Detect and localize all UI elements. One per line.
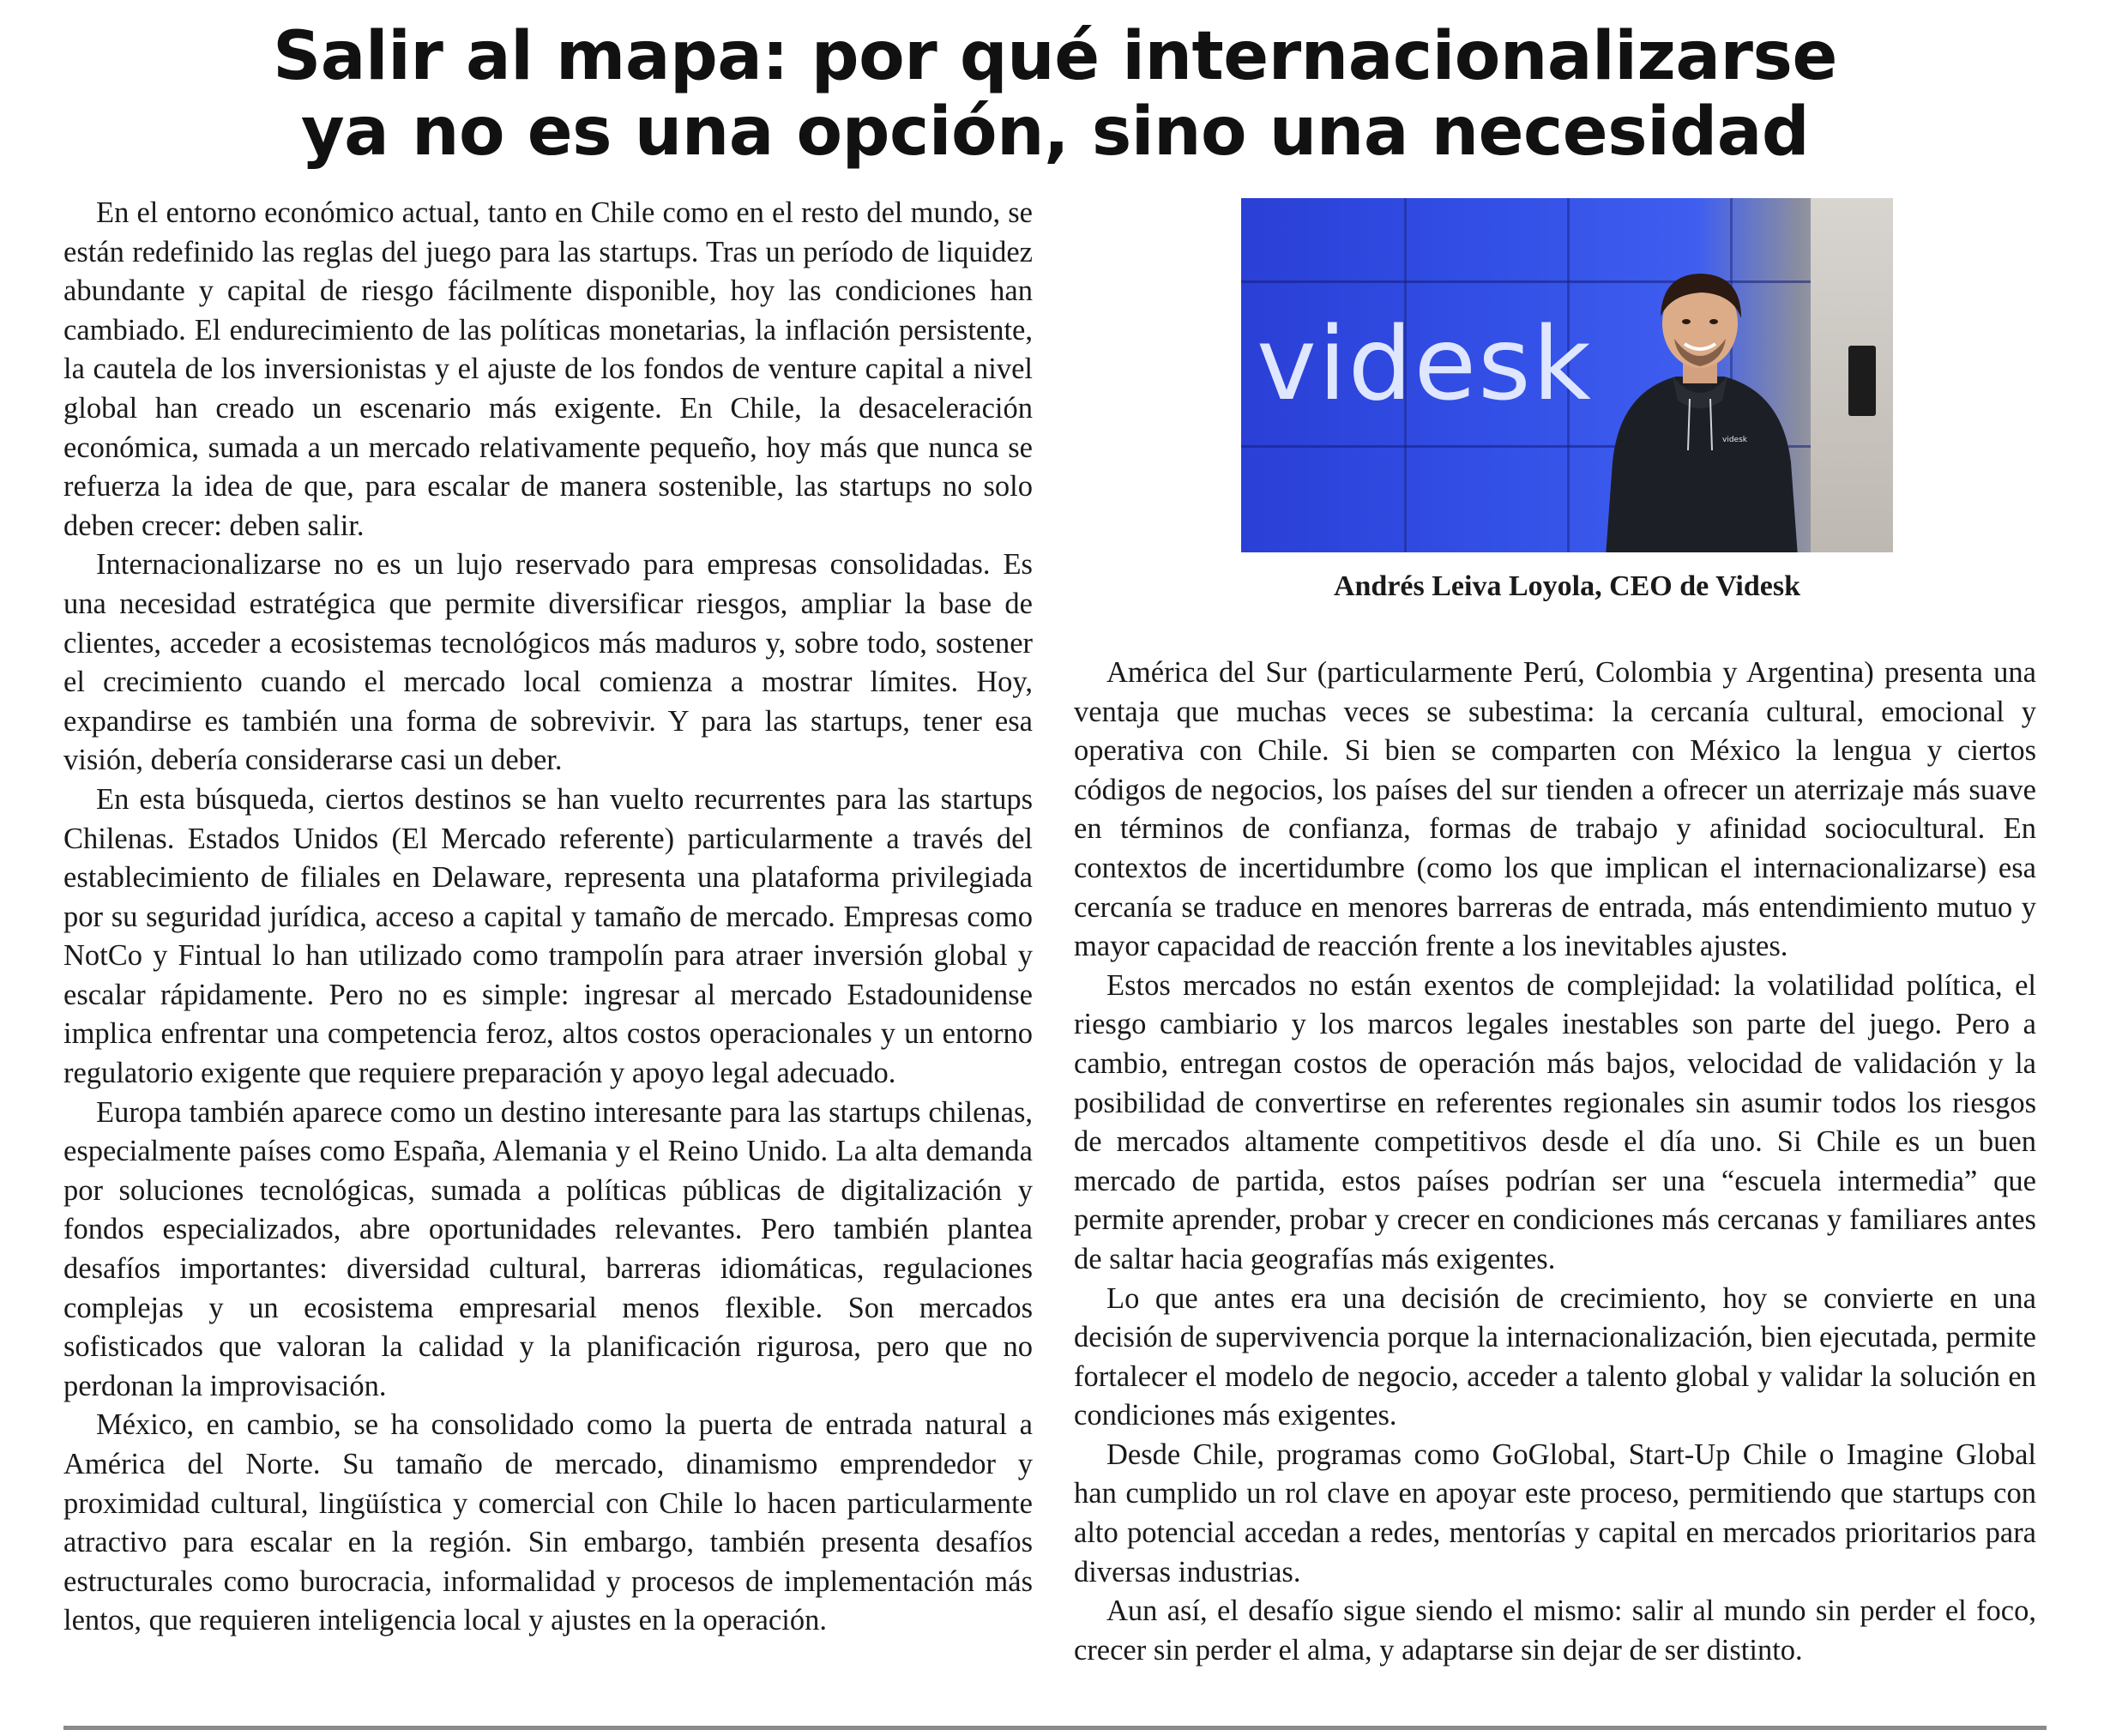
- paragraph: En esta búsqueda, ciertos destinos se han vuelto recurrentes para las startups Chilenas. Estados Unidos (El Mercado referente) particularmente a través del establecimiento de filiales en Delaware, representa una plataforma privilegiada por su seguridad jurídica, acceso a capital y tamaño de mercado. Empresas como NotCo y Fintual lo han utilizado como trampolín para atraer inversión global y escalar rápidamente. Pero no es simple: ingresar al mercado Estadounidense implica enfrentar una competencia feroz, altos costos operacionales y un entorno regulatorio exigente que requiere preparación y apoyo legal adecuado.: [63, 782, 1033, 1090]
- paragraph: Aun así, el desafío sigue siendo el mismo: salir al mundo sin perder el foco, crecer sin perder el alma, y adaptarse sin dejar de ser distinto.: [1074, 1594, 2036, 1667]
- paragraph: Lo que antes era una decisión de crecimiento, hoy se convierte en una decisión de supervivencia porque la internacionalización, bien ejecutada, permite fortalecer el modelo de negocio, acceder a talento global y validar la solución en condiciones más exigentes.: [1074, 1281, 2036, 1432]
- right-text-column: [1074, 654, 2036, 1670]
- videsk-screen-logo: videsk: [1257, 304, 1593, 423]
- ceo-photo: [1241, 198, 1893, 552]
- headline-line-1: Salir al mapa: por qué internacionalizarse: [273, 18, 1837, 95]
- paragraph: Europa también aparece como un destino interesante para las startups chilenas, especialmente países como España, Alemania y el Reino Unido. La alta demanda por soluciones tecnológicas, sumada a políticas públicas de digitalización y fondos especializados, abre oportunidades relevantes. Pero también plantea desafíos importantes: diversidad cultural, barreras idiomáticas, regulaciones complejas y un ecosistema empresarial menos flexible. Son mercados sofisticados que valoran la calidad y la planificación rigurosa, pero que no perdonan la improvisación.: [63, 1095, 1033, 1402]
- paragraph: Desde Chile, programas como GoGlobal, Start-Up Chile o Imagine Global han cumplido un rol clave en apoyar este proceso, permitiendo que startups con alto potencial accedan a redes, mentorías y capital en mercados prioritarios para diversas industrias.: [1074, 1438, 2036, 1588]
- article-headline: [0, 19, 2110, 170]
- headline-line-2: ya no es una opción, sino una necesidad: [300, 93, 1810, 171]
- paragraph: En el entorno económico actual, tanto en Chile como en el resto del mundo, se están redefinido las reglas del juego para las startups. Tras un período de liquidez abundante y capital de riesgo fácilmente disponible, hoy las condiciones han cambiado. El endurecimiento de las políticas monetarias, la inflación persistente, la cautela de los inversionistas y el ajuste de los fondos de venture capital a nivel global han creado un escenario más exigente. En Chile, la desaceleración económica, sumada a un mercado relativamente pequeño, hoy más que nunca se refuerza la idea de que, para escalar de manera sostenible, las startups no solo deben crecer: deben salir.: [63, 196, 1033, 542]
- speaker-icon: [1848, 346, 1876, 416]
- photo-figure: [1241, 198, 1893, 604]
- paragraph: Estos mercados no están exentos de complejidad: la volatilidad política, el riesgo cambiario y los marcos legales inestables son parte del juego. Pero a cambio, entregan costos de operación más bajos, velocidad de validación y la posibilidad de convertirse en referentes regionales sin asumir todos los riesgos de mercados altamente competitivos desde el día uno. Si Chile es un buen mercado de partida, estos países podrían ser una “escuela intermedia” que permite aprender, probar y crecer en condiciones más cercanas y familiares antes de saltar hacia geografías más exigentes.: [1074, 968, 2036, 1275]
- paragraph: América del Sur (particularmente Perú, Colombia y Argentina) presenta una ventaja que muchas veces se subestima: la cercanía cultural, emocional y operativa con Chile. Si bien se comparten con México la lengua y ciertos códigos de negocios, los países del sur tienden a ofrecer un aterrizaje más suave en términos de confianza, formas de trabajo y afinidad sociocultural. En contextos de incertidumbre (como los que implican el internacionalizarse) esa cercanía se traduce en menores barreras de entrada, más entendimiento mutuo y mayor capacidad de reacción frente a los inevitables ajustes.: [1074, 656, 2036, 963]
- paragraph: Internacionalizarse no es un lujo reservado para empresas consolidadas. Es una necesidad estratégica que permite diversificar riesgos, ampliar la base de clientes, acceder a ecosistemas tecnológicos más maduros y, sobre todo, sostener el crecimiento cuando el mercado local comienza a mostrar límites. Hoy, expandirse es también una forma de sobrevivir. Y para las startups, tener esa visión, debería considerarse casi un deber.: [63, 548, 1033, 777]
- left-text-column: [63, 194, 1033, 1641]
- paragraph: México, en cambio, se ha consolidado como la puerta de entrada natural a América del Norte. Su tamaño de mercado, dinamismo emprendedor y proximidad cultural, lingüística y comercial con Chile lo hacen particularmente atractivo para escalar en la región. Sin embargo, también presenta desafíos estructurales como burocracia, informalidad y procesos de implementación más lentos, que requieren inteligencia local y ajustes en la operación.: [63, 1408, 1033, 1637]
- person-figure: [1580, 248, 1820, 552]
- photo-caption: Andrés Leiva Loyola, CEO de Videsk: [1333, 570, 1801, 602]
- shirt-logo-text: videsk: [1722, 436, 1747, 444]
- bottom-divider: [63, 1726, 2047, 1730]
